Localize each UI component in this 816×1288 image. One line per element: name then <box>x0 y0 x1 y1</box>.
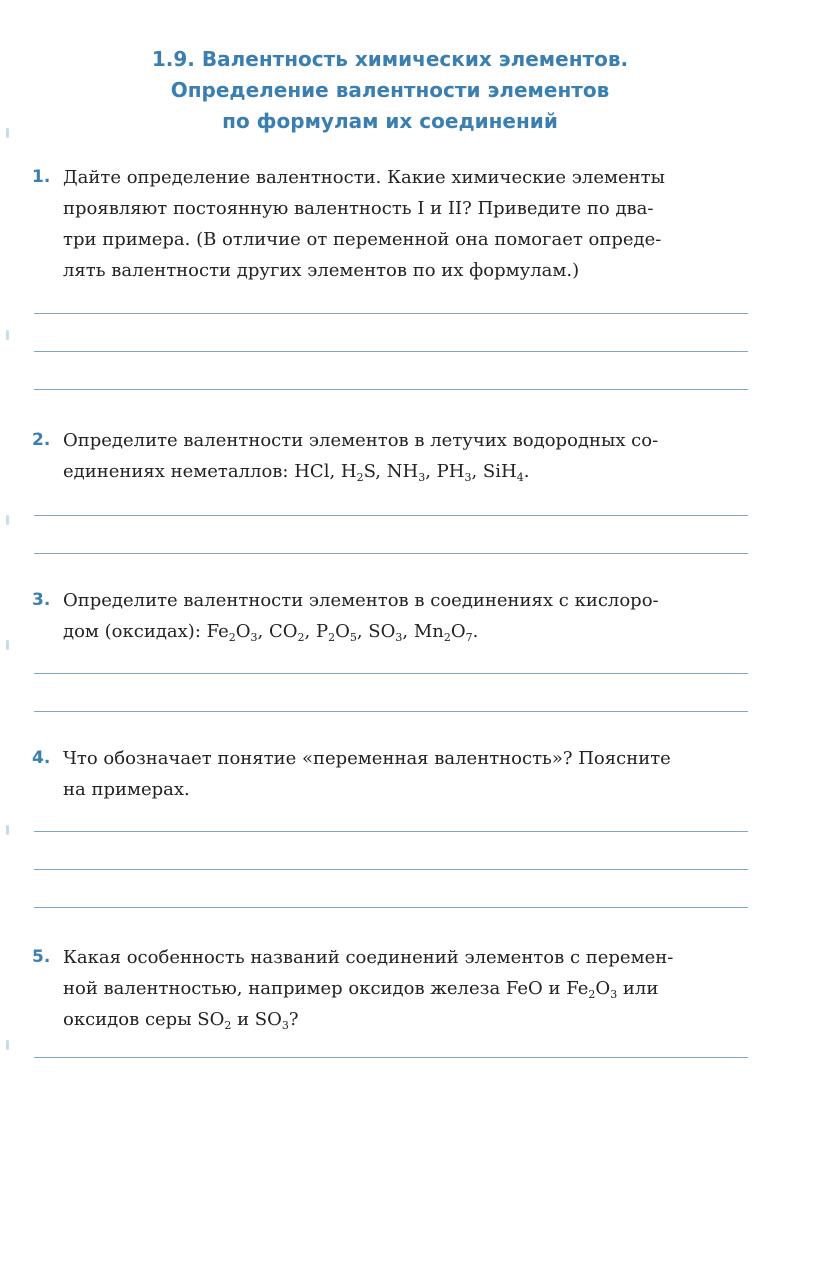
question-line: лять валентности других элементов по их формулам.) <box>63 260 580 281</box>
margin-mark <box>6 128 9 138</box>
title-line-1: 1.9. Валентность химических элементов. <box>151 47 629 71</box>
question-number: 2. <box>32 430 51 450</box>
formula-text: единениях неметаллов: HCl, <box>63 461 341 482</box>
question-line: Определите валентности элементов в соединениях с кислоро- <box>63 590 659 611</box>
question-number: 4. <box>32 748 51 768</box>
question-line: единениях неметаллов: HCl, $H_2S$, $NH_3$, $PH_3$, SiH$_4$. <box>63 461 530 484</box>
formula-text: дом (оксидах): <box>63 621 207 642</box>
question-text <box>63 743 750 805</box>
formula-text: ной валентностью, например оксидов железа FeO и Fe <box>63 978 589 999</box>
answer-line[interactable] <box>34 1057 748 1058</box>
question-line: ной валентностью, например оксидов железа FeO и $Fe_2O_3$ или <box>63 978 659 1001</box>
question-1 <box>32 162 750 286</box>
question-line: три примера. (В отличие от переменной она помогает опреде- <box>63 229 662 250</box>
question-line: Что обозначает понятие «переменная валентность»? Поясните <box>63 748 671 769</box>
question-line: Какая особенность названий соединений элементов с перемен- <box>63 947 674 968</box>
question-text <box>63 425 750 487</box>
answer-line[interactable] <box>34 515 748 516</box>
question-text <box>63 942 750 1035</box>
question-text <box>63 585 750 647</box>
margin-mark <box>6 330 9 340</box>
question-line: проявляют постоянную валентность I и II? Приведите по два- <box>63 198 654 219</box>
question-line: оксидов серы $SO_2$ и $SO_3$? <box>63 1009 299 1032</box>
answer-line[interactable] <box>34 869 748 870</box>
question-2 <box>32 425 750 487</box>
margin-mark <box>6 640 9 650</box>
margin-mark <box>6 825 9 835</box>
question-line: дом (оксидах): $Fe_2O_3$, $CO_2$, $P_2O_5$, $SO_3$, $Mn_2O_7$. <box>63 621 479 644</box>
answer-line[interactable] <box>34 711 748 712</box>
question-number: 1. <box>32 167 51 187</box>
question-line: Дайте определение валентности. Какие химические элементы <box>63 167 665 188</box>
answer-line[interactable] <box>34 673 748 674</box>
question-3 <box>32 585 750 647</box>
answer-line[interactable] <box>34 313 748 314</box>
question-line: Определите валентности элементов в летучих водородных со- <box>63 430 659 451</box>
answer-line[interactable] <box>34 553 748 554</box>
question-4 <box>32 743 750 805</box>
question-line: на примерах. <box>63 779 190 800</box>
answer-line[interactable] <box>34 831 748 832</box>
page-title <box>0 44 780 137</box>
margin-mark <box>6 515 9 525</box>
formula-text: оксидов серы SO <box>63 1009 225 1030</box>
question-number: 5. <box>32 947 51 967</box>
title-line-3: по формулам их соединений <box>222 109 558 133</box>
question-text <box>63 162 750 286</box>
margin-mark <box>6 1040 9 1050</box>
question-5 <box>32 942 750 1035</box>
title-line-2: Определение валентности элементов <box>170 78 610 102</box>
answer-line[interactable] <box>34 351 748 352</box>
answer-line[interactable] <box>34 389 748 390</box>
question-number: 3. <box>32 590 51 610</box>
answer-line[interactable] <box>34 907 748 908</box>
